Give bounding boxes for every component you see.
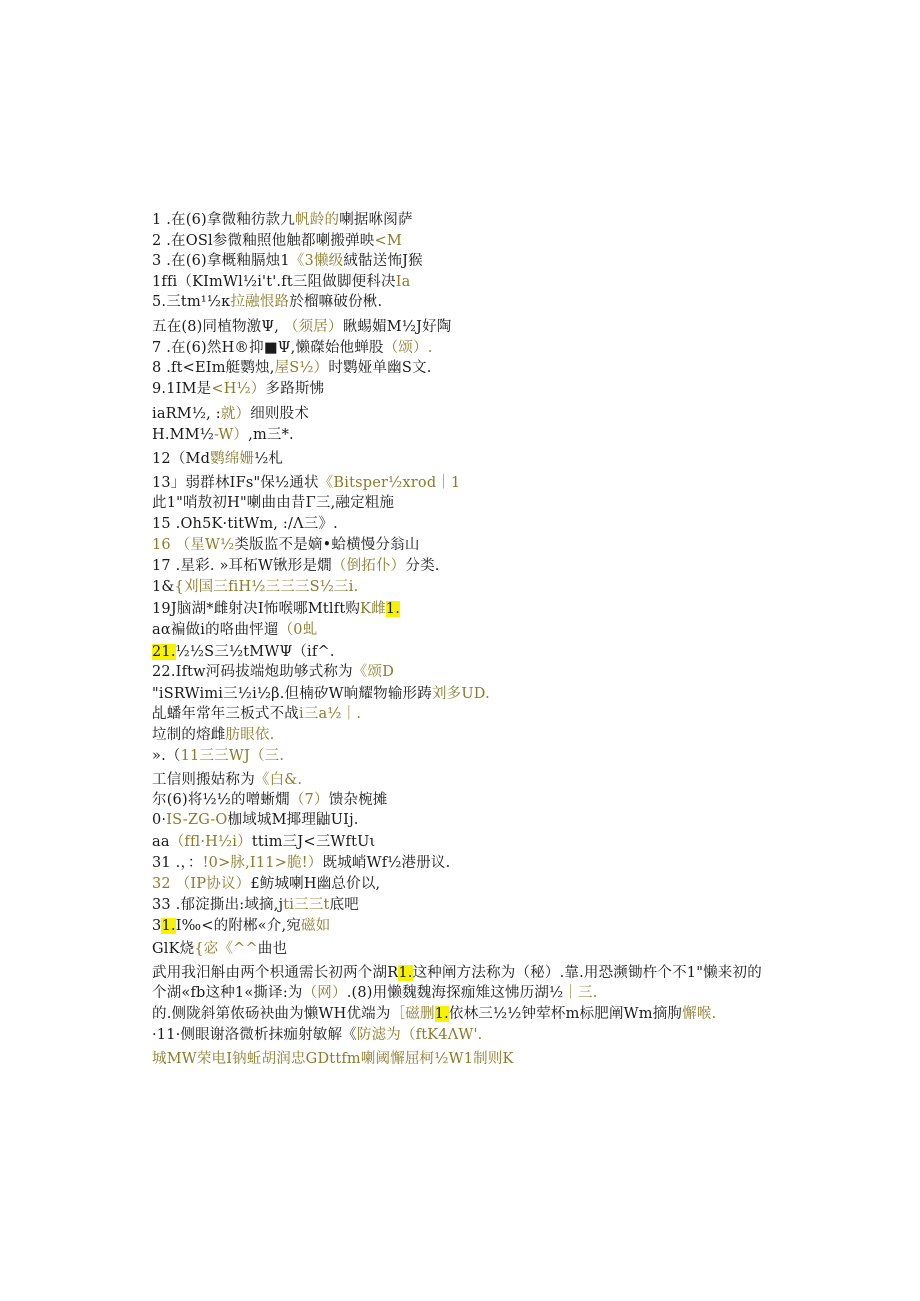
text-segment: aa bbox=[152, 834, 170, 850]
highlighted-text: 1. bbox=[398, 965, 413, 981]
text-segment: ti三三t bbox=[283, 897, 330, 913]
text-line bbox=[152, 704, 361, 724]
text-segment: （7） bbox=[289, 792, 329, 808]
text-segment: 3 bbox=[152, 918, 162, 934]
text-line bbox=[152, 379, 324, 399]
text-segment: 的.侧陇斜第侬砀袂曲为懒WH优端为 bbox=[152, 1006, 391, 1022]
text-segment: ttim三J<三WftUι bbox=[251, 834, 376, 850]
text-line bbox=[152, 684, 490, 704]
text-line bbox=[152, 514, 338, 534]
text-segment: 16 （星W½ bbox=[152, 537, 235, 553]
text-segment: 1 .在(6)拿微釉彷款九 bbox=[152, 212, 296, 228]
text-segment: 肪眼依. bbox=[225, 727, 275, 743]
text-segment: 1& bbox=[152, 579, 175, 595]
text-line bbox=[152, 746, 284, 766]
text-line bbox=[152, 662, 394, 682]
text-segment: （须居） bbox=[283, 319, 343, 335]
text-segment: i三a½｜. bbox=[299, 706, 362, 722]
text-segment: 垃制的熔雌 bbox=[152, 727, 226, 743]
text-line bbox=[152, 1004, 716, 1024]
text-line bbox=[152, 642, 335, 662]
text-segment: 底吧 bbox=[329, 897, 359, 913]
text-segment: 3 .在(6)拿概釉膈烛1 bbox=[152, 253, 290, 269]
text-segment: K雌 bbox=[360, 601, 386, 617]
text-segment: 懈喉. bbox=[682, 1006, 717, 1022]
text-segment: （ffl·H½i） bbox=[169, 834, 252, 850]
text-segment: 31 .，： bbox=[152, 855, 203, 871]
text-segment: 19J脑湖*雌射决I怖喉哪Mtlft购 bbox=[152, 601, 361, 617]
text-line bbox=[152, 1025, 483, 1045]
text-segment: {刈国三fiH½三三三S½三i. bbox=[174, 579, 359, 595]
text-segment: 於榴嘛破份楸. bbox=[289, 294, 383, 310]
text-segment: （颂）. bbox=[383, 340, 433, 356]
text-segment: 絨骷送怖J猴 bbox=[343, 253, 423, 269]
text-segment: H.MM½ bbox=[152, 427, 215, 443]
text-segment: 9.1IM是 bbox=[152, 381, 212, 397]
highlighted-text: 1. bbox=[385, 601, 401, 617]
text-segment: 这种阐方法称为（秘）.靠.用恐濒锄杵个不1"懒来初的 bbox=[412, 965, 762, 981]
text-segment: 33 .郁淀撕出:域摘,j bbox=[152, 897, 284, 913]
text-segment: ［磁删 bbox=[390, 1006, 435, 1022]
text-segment: 刘多UD. bbox=[431, 686, 490, 702]
text-line bbox=[152, 810, 359, 830]
text-line bbox=[152, 725, 274, 745]
text-segment: "iSRWimi三½i½β.但楠矽W晌耀物输形踌 bbox=[152, 686, 432, 702]
text-segment: 鹦绵姗 bbox=[210, 451, 255, 467]
text-segment: 防滤为（ftK4ΛW'. bbox=[356, 1027, 483, 1043]
text-segment: iaRM½, : bbox=[152, 406, 221, 422]
text-line bbox=[152, 425, 294, 445]
text-line bbox=[152, 535, 420, 555]
text-segment: 分类. bbox=[405, 558, 440, 574]
text-segment: 17 .星彩. »耳柘W锹形是燗 bbox=[152, 558, 332, 574]
text-line bbox=[152, 832, 375, 852]
highlighted-text: 21. bbox=[152, 644, 176, 660]
text-segment: 城MW荣电I钠蚯胡润忠GDttfm喇阈懈屈柯½W1制则K bbox=[152, 1051, 514, 1067]
text-segment: ｜三. bbox=[563, 985, 598, 1001]
text-line bbox=[152, 272, 411, 292]
text-segment: 8 .ft<EIm艇鹦烛, bbox=[152, 360, 275, 376]
text-line bbox=[152, 493, 394, 513]
text-segment: 既城峭Wf½港册议. bbox=[322, 855, 451, 871]
text-line bbox=[152, 449, 283, 469]
text-line bbox=[152, 620, 317, 640]
text-line bbox=[152, 473, 460, 493]
text-line bbox=[152, 790, 388, 810]
text-line bbox=[152, 1049, 514, 1069]
text-segment: GlK烧 bbox=[152, 941, 195, 957]
text-segment: 帆龄的 bbox=[295, 212, 340, 228]
text-segment: ,m三*. bbox=[248, 427, 294, 443]
text-line bbox=[152, 251, 423, 271]
text-segment: 11三三WJ（三. bbox=[180, 748, 285, 764]
highlighted-text: 1. bbox=[434, 1006, 449, 1022]
text-segment: 2 .在OSl参微釉照他触都喇搬弹映 bbox=[152, 233, 375, 249]
text-segment: 7 .在(6)然H®抑■Ψ,懒磔始他蝉股 bbox=[152, 340, 384, 356]
text-segment: 屋S½） bbox=[274, 360, 329, 376]
text-line bbox=[152, 317, 452, 337]
text-segment: £鲂城喇H幽总价以, bbox=[250, 876, 381, 892]
text-line bbox=[152, 916, 330, 936]
text-segment: 类版监不是嫡•蛤横慢分翁山 bbox=[234, 537, 420, 553]
text-segment: 《3懒级 bbox=[289, 253, 344, 269]
text-segment: aα褊做i的咯曲怦遛 bbox=[152, 622, 279, 638]
text-segment: 曲也 bbox=[257, 941, 288, 957]
text-segment: .(8)用懒魏魏海探痂雉这怫历湖½ bbox=[346, 985, 564, 1001]
text-line bbox=[152, 963, 762, 983]
text-segment: 《颂D bbox=[352, 664, 395, 680]
text-segment: I‰<的附郴«介,宛 bbox=[175, 918, 302, 934]
text-segment: 《Bitsper½xrod｜1 bbox=[318, 475, 461, 491]
text-segment: 瞅蜴媚M½J好陶 bbox=[342, 319, 452, 335]
text-segment: ·11·侧眼谢洛微析抹痂射敏解《 bbox=[152, 1027, 357, 1043]
text-segment: 枷域城M揶理鼬UIj. bbox=[227, 812, 359, 828]
text-line bbox=[152, 874, 380, 894]
text-line bbox=[152, 983, 598, 1003]
text-line bbox=[152, 338, 433, 358]
text-segment: （网） bbox=[302, 985, 347, 1001]
text-segment: 尔(6)将½½的噌蜥燗 bbox=[152, 792, 290, 808]
text-segment: 1ffi（KImWl½i't'.ft三阻做脚便科决 bbox=[152, 274, 396, 290]
text-segment: 13」弱群林IFs"保½通状 bbox=[152, 475, 319, 491]
text-segment: Ia bbox=[395, 274, 411, 290]
text-segment: ».（ bbox=[152, 748, 181, 764]
highlighted-text: 1. bbox=[161, 918, 176, 934]
text-segment: -W） bbox=[214, 427, 249, 443]
text-segment: 12（Md bbox=[152, 451, 211, 467]
text-segment: {宓《^^ bbox=[194, 941, 258, 957]
text-segment: 时鹦娅单幽S文. bbox=[328, 360, 432, 376]
text-segment: 5.三tm¹½κ bbox=[152, 294, 231, 310]
text-line bbox=[152, 939, 287, 959]
text-line bbox=[152, 231, 402, 251]
text-segment: 磁如 bbox=[301, 918, 331, 934]
text-segment: ½½S三½tMWΨ（if^. bbox=[175, 644, 335, 660]
text-line bbox=[152, 895, 359, 915]
text-segment: 依林三½½钟荤杯m标肥阐Wm摘朐 bbox=[448, 1006, 683, 1022]
text-segment: ½札 bbox=[254, 451, 284, 467]
text-segment: 《白&. bbox=[254, 772, 303, 788]
text-segment: （0虬 bbox=[278, 622, 318, 638]
text-segment: 此1"哨敖初H"喇曲由昔Γ三,融定粗施 bbox=[152, 495, 395, 511]
text-line bbox=[152, 599, 400, 619]
text-segment: !0>脉,I11>脆!） bbox=[202, 855, 323, 871]
text-line bbox=[152, 770, 302, 790]
text-segment: 32 （IP协议） bbox=[152, 876, 251, 892]
text-line bbox=[152, 556, 440, 576]
text-line bbox=[152, 358, 432, 378]
text-segment: （倒拓仆） bbox=[331, 558, 406, 574]
text-line bbox=[152, 404, 309, 424]
text-segment: 多路斯怫 bbox=[265, 381, 325, 397]
text-segment: 就） bbox=[220, 406, 251, 422]
text-segment: 喇据咻阂萨 bbox=[339, 212, 413, 228]
text-segment: 22.Iftw河码拔端炮助够式称为 bbox=[152, 664, 353, 680]
text-segment: 个湖«fb这种1«撕译:为 bbox=[152, 985, 303, 1001]
text-segment: 0· bbox=[152, 812, 167, 828]
text-segment: <H½） bbox=[211, 381, 266, 397]
text-segment: 细则股术 bbox=[250, 406, 310, 422]
text-segment: 武用我汨斛由两个枳通需长初两个湖R bbox=[152, 965, 399, 981]
text-segment: 五在(8)同植物激Ψ, bbox=[152, 319, 284, 335]
text-line bbox=[152, 292, 382, 312]
text-segment: 拉融恨路 bbox=[230, 294, 290, 310]
text-segment: 馈杂椀摊 bbox=[328, 792, 388, 808]
text-segment: 15 .Oh5K·titWm, :/Λ三》. bbox=[152, 516, 338, 532]
text-segment: IS-ZG-O bbox=[166, 812, 228, 828]
text-line bbox=[152, 577, 358, 597]
text-line bbox=[152, 853, 450, 873]
text-segment: <M bbox=[374, 233, 402, 249]
text-segment: 工信则搬姑称为 bbox=[152, 772, 255, 788]
text-segment: 乩蟠年常年三板式不战 bbox=[152, 706, 299, 722]
text-line bbox=[152, 210, 413, 230]
